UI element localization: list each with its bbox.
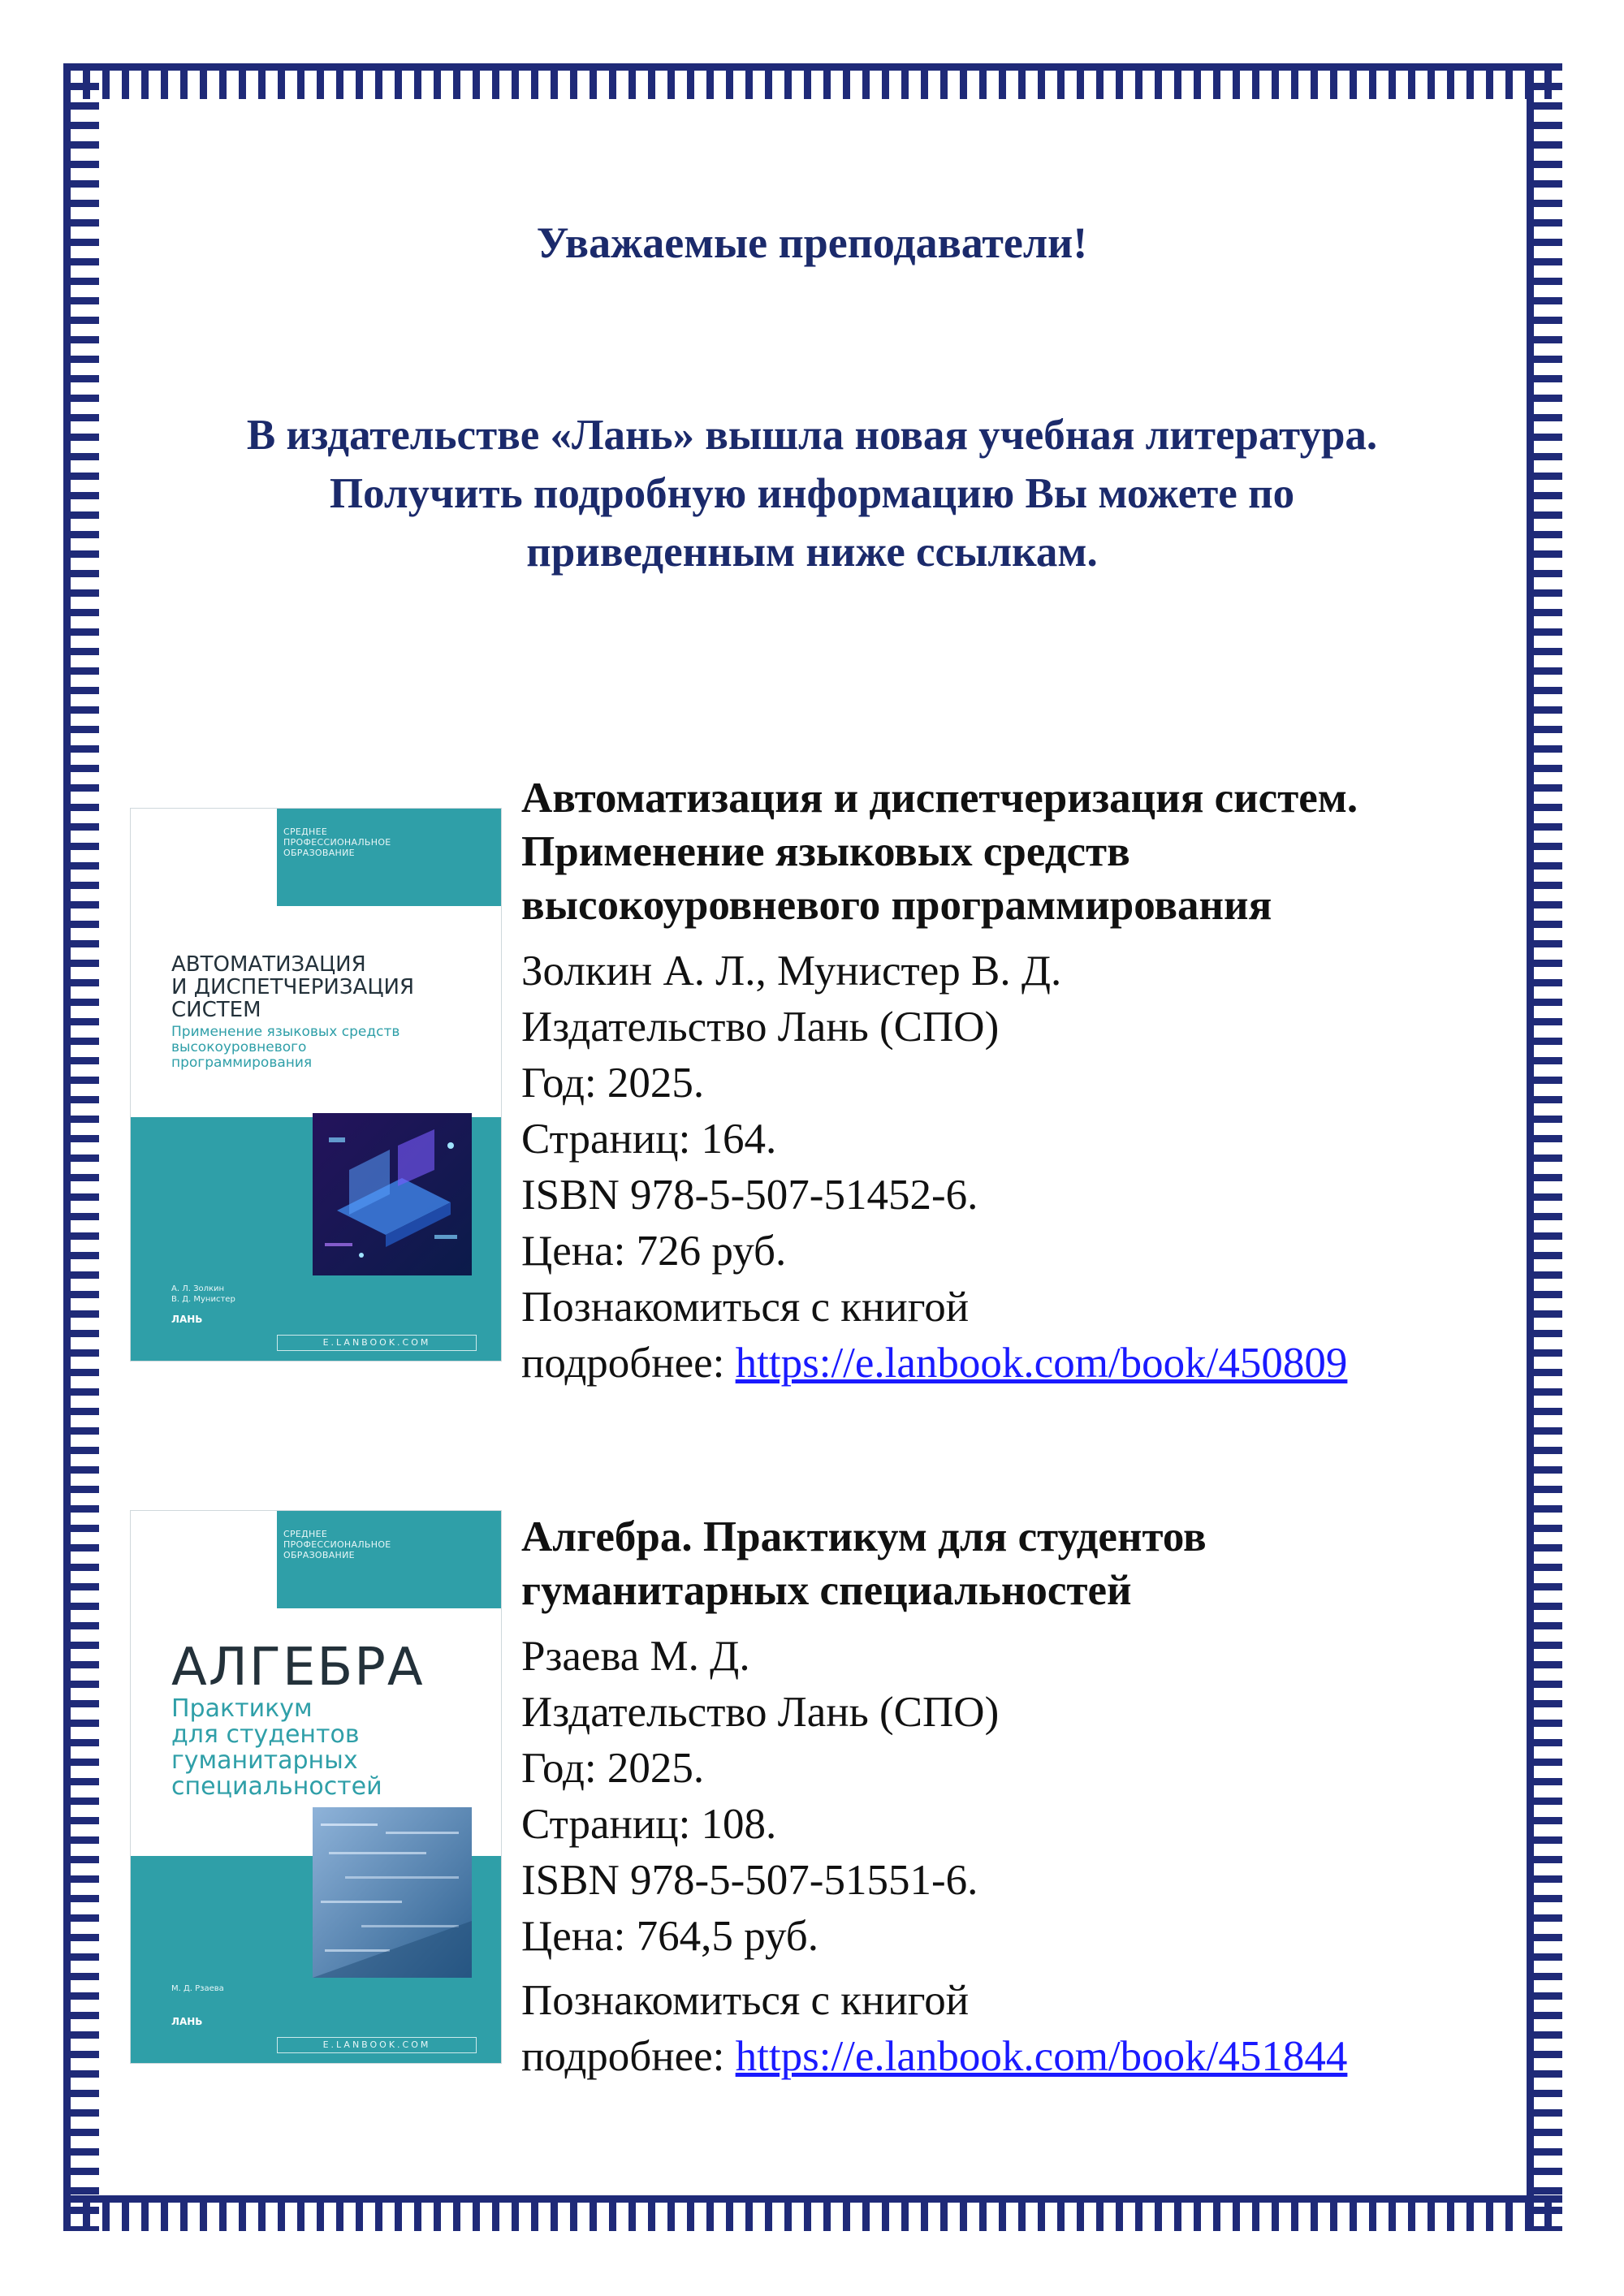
book-more-line: подробнее: https://e.lanbook.com/book/451844 [521, 2033, 1348, 2080]
cover-series-label: СРЕДНЕЕ ПРОФЕССИОНАЛЬНОЕ ОБРАЗОВАНИЕ [283, 1529, 391, 1560]
book-more-label: Познакомиться с книгой [521, 1284, 970, 1331]
book-price: Цена: 764,5 руб. [521, 1913, 818, 1960]
book-cover-automation[interactable] [130, 808, 502, 1362]
intro-line: приведенным ниже ссылкам. [526, 529, 1098, 576]
book-title: Автоматизация и диспетчеризация систем. Применение языковых средств высокоуровневого программирования [521, 775, 1358, 929]
cover-series-label: СРЕДНЕЕ ПРОФЕССИОНАЛЬНОЕ ОБРАЗОВАНИЕ [283, 826, 391, 858]
intro-text [130, 406, 1494, 581]
cover-authors: М. Д. Рзаева [171, 1984, 224, 1993]
cover-illustration-laptop [313, 1113, 472, 1275]
book-isbn: ISBN 978-5-507-51551-6. [521, 1857, 978, 1904]
cover-illustration-formulas [313, 1807, 472, 1978]
book-authors: Рзаева М. Д. [521, 1633, 750, 1680]
book-authors: Золкин А. Л., Мунистер В. Д. [521, 947, 1062, 995]
cover-title: АВТОМАТИЗАЦИЯ И ДИСПЕТЧЕРИЗАЦИЯ СИСТЕМ [171, 952, 415, 1022]
cover-site-label: E.LANBOOK.COM [277, 1335, 477, 1351]
greeting-heading: Уважаемые преподаватели! [536, 218, 1088, 267]
book-isbn: ISBN 978-5-507-51452-6. [521, 1172, 978, 1219]
cover-publisher-logo: ЛАНЬ [171, 1314, 203, 1325]
book-pages: Страниц: 108. [521, 1801, 777, 1848]
intro-line: Получить подробную информацию Вы можете по [329, 470, 1295, 517]
cover-authors: А. Л. Золкин В. Д. Мунистер [171, 1284, 235, 1304]
cover-subtitle: Применение языковых средств высокоуровневого программирования [171, 1024, 400, 1071]
border-top [63, 63, 1562, 99]
cover-title: АЛГЕБРА [171, 1638, 425, 1698]
intro-line: В издательстве «Лань» вышла новая учебная литература. [246, 412, 1378, 459]
book-link[interactable]: https://e.lanbook.com/book/450809 [735, 1340, 1348, 1387]
book-year: Год: 2025. [521, 1745, 705, 1792]
cover-publisher-logo: ЛАНЬ [171, 2016, 203, 2027]
cover-subtitle: Практикум для студентов гуманитарных специальностей [171, 1694, 382, 1801]
book-price: Цена: 726 руб. [521, 1228, 787, 1275]
book-publisher: Издательство Лань (СПО) [521, 1003, 1000, 1051]
book-more-line: подробнее: https://e.lanbook.com/book/450809 [521, 1340, 1348, 1387]
book-cover-algebra[interactable] [130, 1510, 502, 2064]
book-link[interactable]: https://e.lanbook.com/book/451844 [735, 2033, 1348, 2080]
border-right [1527, 63, 1562, 2231]
border-bottom [63, 2195, 1562, 2231]
book-publisher: Издательство Лань (СПО) [521, 1689, 1000, 1736]
book-title: Алгебра. Практикум для студентов гуманитарных специальностей [521, 1513, 1207, 1614]
book-info-automation [521, 771, 1512, 1392]
border-left [63, 63, 99, 2231]
book-info-algebra [521, 1510, 1512, 2085]
book-year: Год: 2025. [521, 1060, 705, 1107]
book-more-label: Познакомиться с книгой [521, 1977, 970, 2024]
book-pages: Страниц: 164. [521, 1116, 777, 1163]
cover-site-label: E.LANBOOK.COM [277, 2037, 477, 2053]
